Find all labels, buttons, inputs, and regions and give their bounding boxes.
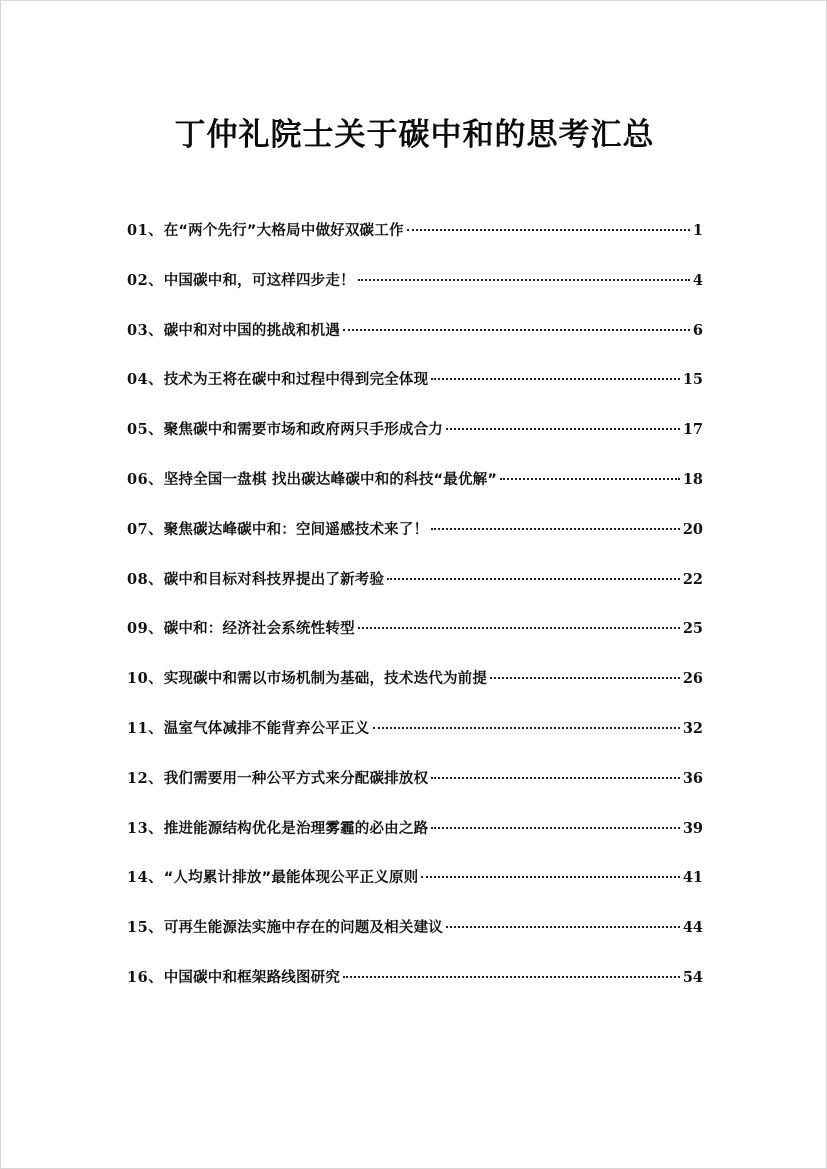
toc-entry[interactable]	[127, 668, 703, 718]
toc-entry-number: 16	[127, 968, 149, 986]
toc-entry[interactable]	[127, 718, 703, 768]
toc-entry[interactable]	[127, 469, 703, 519]
toc-entry[interactable]	[127, 967, 703, 1017]
toc-dot-leader	[343, 976, 680, 978]
toc-entry-number: 08	[127, 570, 149, 588]
toc-dot-leader	[373, 727, 680, 729]
toc-entry-number: 09	[127, 620, 149, 638]
toc-entry-number: 05	[127, 421, 149, 439]
toc-entry-title: 可再生能源法实施中存在的问题及相关建议	[163, 920, 443, 937]
toc-entry-page: 26	[682, 670, 703, 688]
toc-entry[interactable]	[127, 618, 703, 668]
toc-entry-title: 中国碳中和框架路线图研究	[163, 969, 341, 986]
toc-entry-page: 4	[692, 271, 703, 289]
toc-dot-leader	[431, 777, 680, 779]
toc-dot-leader	[431, 827, 680, 829]
toc-dot-leader	[358, 279, 690, 281]
toc-entry-separator: 、	[148, 770, 163, 787]
toc-entry-number: 01	[127, 222, 149, 239]
toc-dot-leader	[387, 578, 680, 580]
toc-entry-number: 06	[127, 470, 149, 488]
toc-entry-title: “人均累计排放”最能体现公平正义原则	[163, 870, 419, 887]
toc-entry-separator: 、	[148, 720, 163, 737]
toc-entry-title: 中国碳中和，可这样四步走！	[163, 272, 355, 289]
toc-entry[interactable]	[127, 320, 703, 370]
toc-entry-separator: 、	[148, 372, 163, 389]
toc-entry-page: 25	[682, 620, 703, 638]
toc-entry-separator: 、	[148, 870, 163, 887]
toc-entry-title: 我们需要用一种公平方式来分配碳排放权	[163, 770, 429, 787]
toc-entry-title: 聚焦碳达峰碳中和：空间遥感技术来了！	[163, 521, 429, 538]
toc-entry-separator: 、	[148, 621, 163, 638]
toc-dot-leader	[431, 378, 680, 380]
toc-entry-number: 11	[127, 719, 149, 737]
toc-dot-leader	[421, 876, 679, 878]
toc-entry[interactable]	[127, 270, 703, 320]
toc-entry-separator: 、	[148, 969, 163, 986]
toc-entry[interactable]	[127, 867, 703, 917]
toc-entry-title: 技术为王将在碳中和过程中得到完全体现	[163, 372, 429, 389]
toc-entry-title: 在“两个先行”大格局中做好双碳工作	[163, 223, 404, 239]
toc-dot-leader	[358, 627, 680, 629]
toc-entry-page: 18	[682, 470, 703, 488]
toc-entry-page: 1	[692, 222, 703, 239]
toc-dot-leader	[446, 428, 680, 430]
toc-entry-separator: 、	[148, 920, 163, 937]
toc-entry-number: 13	[127, 819, 149, 837]
toc-entry[interactable]	[127, 220, 703, 270]
toc-entry-page: 32	[682, 719, 703, 737]
toc-entry-page: 22	[682, 570, 703, 588]
toc-entry-page: 6	[692, 321, 703, 339]
toc-dot-leader	[500, 478, 680, 480]
toc-entry-title: 实现碳中和需以市场机制为基础，技术迭代为前提	[163, 671, 488, 688]
toc-entry[interactable]	[127, 569, 703, 619]
toc-entry-title: 碳中和目标对科技界提出了新考验	[163, 571, 385, 588]
toc-entry-number: 02	[127, 271, 149, 289]
table-of-contents	[127, 220, 703, 1017]
toc-entry-separator: 、	[148, 820, 163, 837]
toc-entry-page: 41	[682, 869, 703, 887]
toc-entry[interactable]	[127, 768, 703, 818]
toc-entry-number: 15	[127, 919, 149, 937]
toc-entry-number: 04	[127, 371, 149, 389]
toc-entry[interactable]	[127, 917, 703, 967]
toc-entry-page: 36	[682, 769, 703, 787]
toc-entry-separator: 、	[148, 422, 163, 439]
toc-entry[interactable]	[127, 519, 703, 569]
toc-entry-number: 14	[127, 869, 149, 887]
toc-entry-number: 12	[127, 769, 149, 787]
toc-entry-title: 碳中和：经济社会系统性转型	[163, 621, 355, 638]
toc-entry-page: 17	[682, 421, 703, 439]
toc-dot-leader	[490, 677, 680, 679]
toc-entry-page: 44	[682, 919, 703, 937]
toc-dot-leader	[446, 926, 680, 928]
toc-entry-title: 推进能源结构优化是治理雾霾的必由之路	[163, 820, 429, 837]
toc-dot-leader	[343, 329, 690, 331]
toc-entry-title: 碳中和对中国的挑战和机遇	[163, 322, 341, 339]
toc-entry-number: 10	[127, 670, 149, 688]
toc-entry-separator: 、	[148, 471, 163, 488]
toc-entry-title: 温室气体减排不能背弃公平正义	[163, 720, 370, 737]
toc-entry[interactable]	[127, 369, 703, 419]
toc-entry-title: 坚持全国一盘棋 找出碳达峰碳中和的科技“最优解”	[163, 471, 498, 488]
toc-entry-separator: 、	[148, 223, 163, 239]
toc-entry-page: 54	[682, 968, 703, 986]
toc-entry-separator: 、	[148, 571, 163, 588]
page-title: 丁仲礼院士关于碳中和的思考汇总	[174, 117, 655, 153]
toc-entry[interactable]	[127, 818, 703, 868]
toc-entry-page: 20	[682, 520, 703, 538]
toc-entry-page: 15	[682, 371, 703, 389]
toc-entry[interactable]	[127, 419, 703, 469]
toc-entry-separator: 、	[148, 521, 163, 538]
toc-entry-page: 39	[682, 819, 703, 837]
toc-entry-separator: 、	[148, 671, 163, 688]
toc-entry-title: 聚焦碳中和需要市场和政府两只手形成合力	[163, 422, 443, 439]
toc-dot-leader	[407, 229, 690, 231]
toc-entry-number: 03	[127, 321, 149, 339]
toc-entry-number: 07	[127, 520, 149, 538]
toc-dot-leader	[431, 528, 680, 530]
toc-entry-separator: 、	[148, 322, 163, 339]
toc-entry-separator: 、	[148, 272, 163, 289]
